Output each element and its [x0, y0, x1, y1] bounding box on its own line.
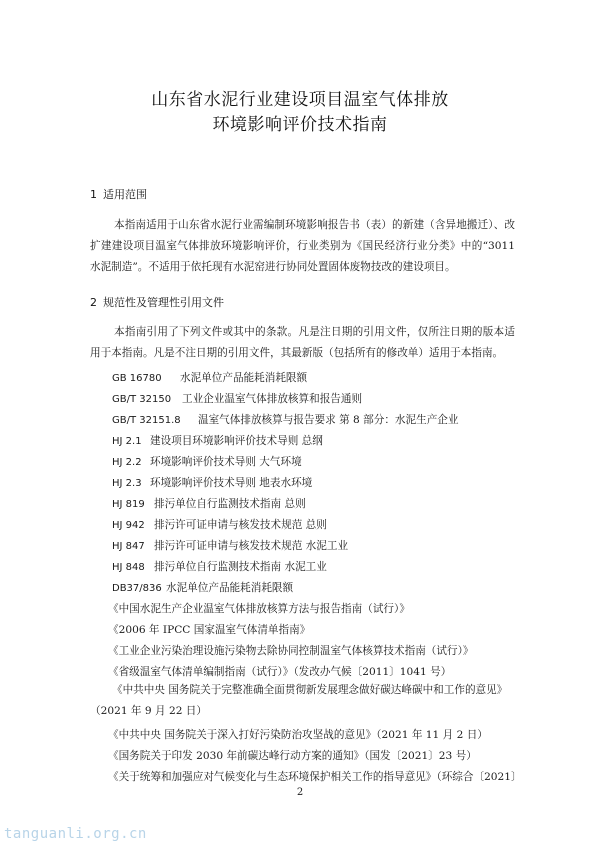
document-title-line-2: 环境影响评价技术指南 — [212, 115, 388, 135]
reference-title: 温室气体排放核算与报告要求 第 8 部分：水泥生产企业 — [198, 414, 459, 426]
reference-code: HJ 2.2 — [112, 457, 142, 468]
reference-item — [112, 391, 362, 406]
reference-title: 水泥单位产品能耗消耗限额 — [166, 582, 294, 594]
page-number: 2 — [296, 787, 304, 798]
reference-title: 环境影响评价技术导则 大气环境 — [150, 456, 302, 468]
reference-code: HJ 2.3 — [112, 478, 142, 489]
reference-code: HJ 848 — [112, 562, 145, 573]
reference-item — [112, 496, 306, 511]
reference-item — [112, 454, 302, 469]
reference-item — [112, 370, 307, 385]
section-1-number: 1 — [90, 188, 97, 201]
policy-document: 《省级温室气体清单编制指南（试行）》（发改办气候〔2011〕1041 号） — [108, 666, 452, 678]
section-1-heading — [90, 186, 147, 202]
section-2-heading — [90, 294, 224, 310]
reference-code: HJ 2.1 — [112, 436, 142, 447]
reference-code: HJ 819 — [112, 499, 145, 510]
policy-document: 《中共中央 国务院关于深入打好污染防治攻坚战的意见》（2021 年 11 月 2 日） — [108, 729, 488, 741]
section-1-title: 适用范围 — [103, 188, 147, 201]
reference-item — [112, 580, 293, 595]
reference-code: GB/T 32150 — [112, 394, 172, 405]
reference-item — [112, 517, 327, 532]
reference-title: 建设项目环境影响评价技术导则 总纲 — [150, 435, 323, 447]
reference-item — [112, 412, 459, 427]
reference-title: 排污许可证申请与核发技术规范 总则 — [154, 519, 327, 531]
reference-code: GB 16780 — [112, 373, 162, 384]
reference-title: 水泥单位产品能耗消耗限额 — [180, 372, 308, 384]
reference-title: 环境影响评价技术导则 地表水环境 — [150, 477, 313, 489]
policy-document: 《国务院关于印发 2030 年前碳达峰行动方案的通知》（国发〔2021〕23 号） — [108, 750, 477, 762]
reference-title: 排污许可证申请与核发技术规范 水泥工业 — [154, 540, 349, 552]
reference-title: 排污单位自行监测技术指南 总则 — [154, 498, 306, 510]
site-watermark: tanguanli.org.cn — [4, 826, 147, 842]
reference-code: HJ 847 — [112, 541, 145, 552]
reference-code: DB37/836 — [112, 583, 162, 594]
policy-document: 《2006 年 IPCC 国家温室气体清单指南》 — [108, 624, 311, 636]
reference-title: 排污单位自行监测技术指南 水泥工业 — [154, 561, 327, 573]
policy-document: 《中国水泥生产企业温室气体排放核算方法与报告指南（试行）》 — [108, 603, 410, 615]
reference-item — [112, 433, 323, 448]
reference-title: 工业企业温室气体排放核算和报告通则 — [182, 393, 363, 405]
reference-item — [112, 559, 327, 574]
reference-code: HJ 942 — [112, 520, 145, 531]
reference-item — [112, 475, 312, 490]
policy-document: 《中共中央 国务院关于完整准确全面贯彻新发展理念做好碳达峰碳中和工作的意见》（2021 年 9 月 22 日） — [90, 684, 508, 717]
document-title-line-1: 山东省水泥行业建设项目温室气体排放 — [151, 90, 449, 110]
section-1-paragraph: 本指南适用于山东省水泥行业需编制环境影响报告书（表）的新建（含异地搬迁）、改扩建建设项目温室气体排放环境影响评价，行业类别为《国民经济行业分类》中的“3011 水泥制造”。不适用于依托现有水泥窑进行协同处置固体废物技改的建设项目。 — [90, 219, 515, 273]
section-2-number: 2 — [90, 296, 97, 309]
policy-document: 《工业企业污染治理设施污染物去除协同控制温室气体核算技术指南（试行）》 — [108, 645, 474, 657]
section-2-paragraph: 本指南引用了下列文件或其中的条款。凡是注日期的引用文件，仅所注日期的版本适用于本指南。凡是不注日期的引用文件，其最新版（包括所有的修改单）适用于本指南。 — [90, 326, 515, 359]
reference-item — [112, 538, 348, 553]
policy-document: 《关于统筹和加强应对气候变化与生态环境保护相关工作的指导意见》（环综合〔2021〕 — [108, 771, 522, 783]
section-2-title: 规范性及管理性引用文件 — [103, 296, 224, 309]
reference-code: GB/T 32151.8 — [112, 415, 181, 426]
